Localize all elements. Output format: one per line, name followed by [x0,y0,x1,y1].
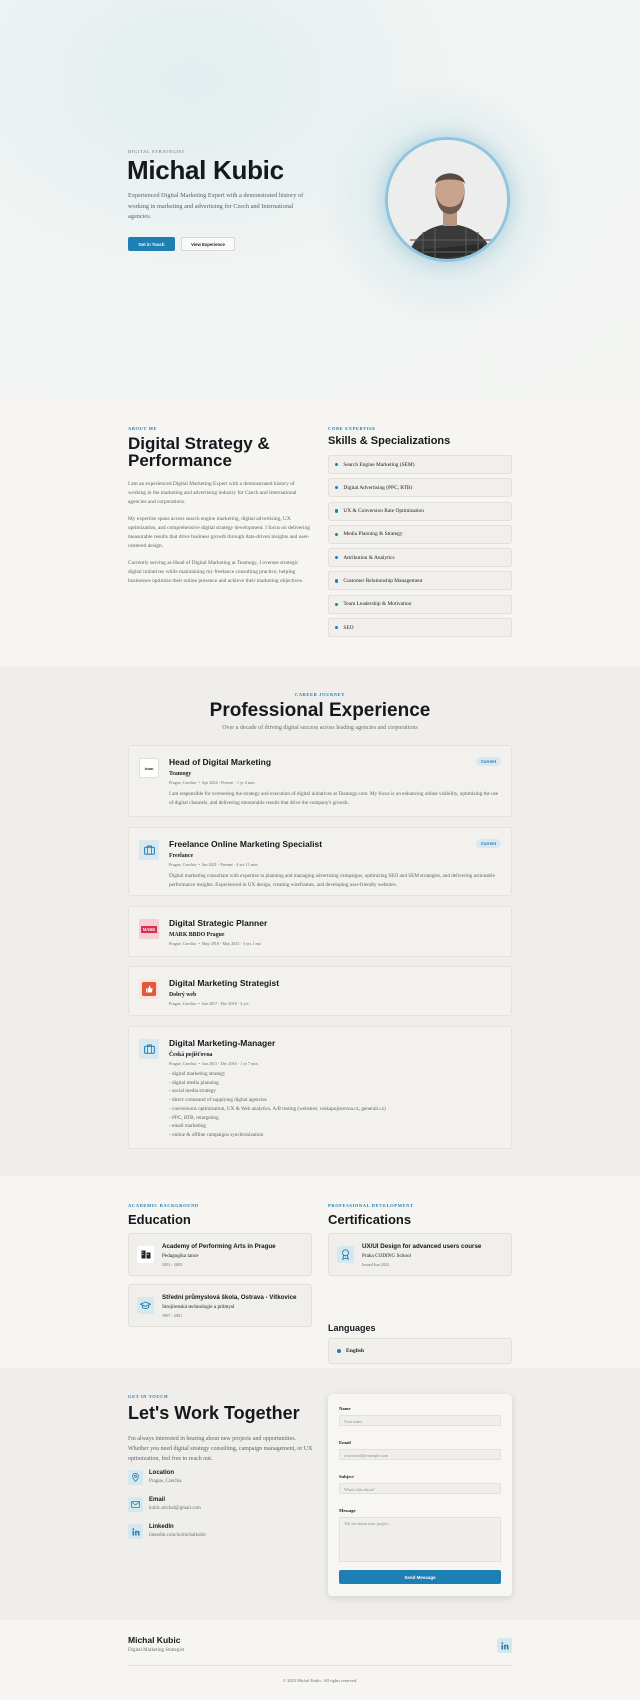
linkedin-icon [501,1642,509,1650]
graduation-cap-icon-svg [140,1301,151,1310]
footer-copyright: © 2025 Michal Kubic. All rights reserved. [282,1678,358,1683]
skill-item [328,502,512,521]
education-card [128,1284,312,1327]
about-paragraph: My expertise spans across search engine marketing, digital advertising, UX optimization, and comprehensive digital strategy development. I focus on delivering measurable results that drive business growth through data-driven insights and user-centered design. [128,516,310,549]
job-card [128,906,512,957]
experience-title: Professional Experience [209,700,431,721]
job-location: Prague, Czechia [169,1001,197,1006]
job-bullet: - digital media planning [169,1079,219,1086]
job-bullet: - direct command of supplying digital agencies [169,1097,267,1104]
contact-value[interactable]: linkedin.com/in/michalkubic [149,1533,207,1538]
experience-subtitle: Over a decade of driving digital success across leading agencies and corporations [222,725,418,731]
bullet-dot-icon [335,486,338,489]
school-years: 1997 - 2001 [162,1312,183,1318]
hero-name: Michal Kubic [127,155,284,185]
languages-title: Languages [328,1323,376,1333]
job-title: Digital Marketing Strategist [169,978,280,988]
footer [0,1620,640,1700]
job-bullet: - digital marketing strategy [169,1071,226,1077]
job-card [128,966,512,1016]
job-company: Dobrý web [169,992,197,998]
certifications-column [328,1203,512,1354]
certifications-title: Certifications [328,1212,412,1227]
job-company: Teamogy [169,771,192,777]
language-item [337,1348,364,1354]
logo-text: MARK [142,926,156,932]
skill-label: Media Planning & Strategy [343,531,403,538]
skill-item [328,548,512,567]
school-name: Střední průmyslová škola, Ostrava - Vítkovice [162,1294,297,1301]
current-badge: Current [476,757,501,766]
award-icon-svg [341,1249,350,1260]
footer-name: Michal Kubic [128,1635,181,1645]
briefcase-icon-svg [144,1044,155,1054]
job-title: Freelance Online Marketing Specialist [169,839,323,849]
bullet-dot-icon [335,509,338,512]
dobry-web-logo-mark [142,982,156,996]
skill-label: Digital Advertising (PPC, RTB) [343,484,413,491]
skill-item [328,478,512,497]
job-bullet: - online & offline campaigns synchronization [169,1131,264,1138]
job-meta: Prague, Czechia • May 2018 - May 2021 · 3 yrs 1 mo [169,941,261,946]
dobry-web-logo [139,979,159,999]
thumbs-up-icon [145,985,153,993]
job-dates: Jun 2017 - Dec 2018 · 2 yrs [201,1001,249,1006]
award-icon [337,1246,354,1263]
linkedin-icon-svg [132,1528,140,1536]
skill-item [328,455,512,474]
contact-section [0,1368,640,1620]
footer-linkedin-icon[interactable] [497,1638,512,1653]
footer-divider [128,1665,512,1666]
message-label: Message [339,1508,356,1513]
bullet-dot-icon [335,603,338,606]
job-dates: Jun 2013 - Dec 2016 · 1 yr 7 mos [201,1061,259,1066]
skill-label: Search Engine Marketing (SEM) [343,461,415,468]
skill-item [328,571,512,590]
bullet-dot-icon [335,579,338,582]
contact-label: LinkedIn [149,1524,174,1530]
skill-item [328,595,512,614]
contact-lead: I'm always interested in hearing about new projects and opportunities. Whether you need digital strategy consulting, campaign management, or UX optimization, feel free to reach out. [128,1436,313,1462]
skill-item [328,525,512,544]
job-location: Prague, Czechia [169,862,197,867]
contact-value: Prague, Czechia [149,1479,182,1484]
teamogy-logo [139,758,159,778]
certification-card [328,1233,512,1276]
job-bullet: - conversions optimization, UX & Web analytics, A/B testing (websites: ceskapojistovna.cz, generali.cz) [169,1105,386,1112]
job-card [128,827,512,896]
hero-intro: Experienced Digital Marketing Expert with a demonstrated history of working in marketing and advertising for Czech and International agencies. [128,192,304,220]
job-dates: May 2018 - May 2021 · 3 yrs 1 mo [201,941,261,946]
experience-section [0,666,640,1176]
email-input[interactable]: your.email@example.com [339,1449,501,1460]
contact-label: Location [149,1470,174,1476]
job-location: Prague, Czechia [169,780,197,785]
about-paragraph: Currently serving as Head of Digital Marketing at Teamogy, I oversee strategic digital initiatives while maintaining my freelance consulting practice, helping businesses optimize their online presence and achieve their marketing objectives. [128,560,304,584]
mail-icon [128,1497,143,1512]
job-location: Prague, Czechia [169,1061,197,1066]
education-card [128,1233,312,1276]
certification-name: UX/UI Design for advanced users course [362,1243,482,1250]
job-card [128,1026,512,1149]
job-meta: Prague, Czechia • Jun 2013 - Dec 2016 · 1 yr 7 mos [169,1061,259,1066]
contact-label: Email [149,1497,166,1503]
job-bullets [169,1070,501,1140]
contact-linkedin[interactable] [128,1524,313,1545]
language-card [328,1338,512,1364]
skill-label: Customer Relationship Management [343,577,423,584]
graduation-cap-icon [137,1297,154,1314]
job-company: Česká pojišťovna [169,1052,213,1058]
location-pin-icon-svg [132,1473,139,1482]
job-description: Digital marketing consultant with expertise in planning and managing advertising campaigns, optimizing SEO and SEM strategies, and delivering actionable performance insights. Experienced in UX design, creating wireframes, and developing user-friendly websites. [169,873,495,888]
about-title: Digital Strategy & Performance [128,434,270,470]
job-meta: Prague, Czechia • Jun 2017 - Dec 2018 · 2 yrs [169,1001,249,1006]
job-meta: Prague, Czechia • Jan 2021 - Present · 4 yrs 11 mos [169,862,258,867]
bullet-dot-icon [335,533,338,536]
language-label: English [346,1348,365,1354]
education-title: Education [128,1212,191,1227]
certifications-eyebrow: PROFESSIONAL DEVELOPMENT [328,1203,414,1208]
building-icon [137,1246,154,1263]
get-in-touch-button[interactable]: Get in Touch [128,237,175,251]
job-title: Head of Digital Marketing [169,757,272,767]
hero-role: DIGITAL STRATEGIST [128,149,186,154]
contact-location [128,1470,313,1491]
skill-label: SEO [343,624,354,631]
school-field: Strojírenská technologie a průmysl [162,1304,235,1310]
education-column [128,1203,312,1318]
bullet-dot-icon [335,626,338,629]
job-company: MARK BBDO Prague [169,932,225,938]
contact-title: Let's Work Together [128,1403,300,1423]
mail-icon-svg [131,1501,140,1508]
about-section [0,400,640,666]
school-field: Pedagogika tance [162,1253,199,1259]
job-bullet: - PPC, RTB, retargeting [169,1114,219,1121]
mark-bbdo-logo [139,919,159,939]
skills-eyebrow: CORE EXPERTISE [328,426,376,431]
contact-eyebrow: GET IN TOUCH [128,1394,169,1399]
skill-item [328,618,512,637]
briefcase-icon [139,1039,159,1059]
about-eyebrow: ABOUT ME [128,426,158,431]
contact-form [328,1394,512,1596]
education-section [0,1176,640,1368]
name-input[interactable]: Your name [339,1415,501,1426]
briefcase-icon [139,840,159,860]
profile-portrait [385,137,510,262]
skill-label: Attribution & Analytics [343,554,395,561]
subject-input[interactable]: What's this about? [339,1483,501,1494]
job-meta: Prague, Czechia • Apr 2024 - Present · 1 yr 4 mos [169,780,255,785]
bullet-dot-icon [337,1349,341,1353]
job-location: Prague, Czechia [169,941,197,946]
school-years: 2001 - 2003 [162,1261,183,1267]
job-description: I am responsible for overseeing the strategy and execution of digital initiatives at Teamogy.com. My focus is on enhancing online visibility, optimizing the use of digital channels, and delivering measurable results that drive the company's growth. [169,791,499,806]
portrait-illustration [388,140,510,262]
job-dates: Apr 2024 - Present · 1 yr 4 mos [201,780,255,785]
logo-text: team [144,765,154,771]
education-eyebrow: ACADEMIC BACKGROUND [128,1203,199,1208]
bullet-dot-icon [335,556,338,559]
building-icon-svg [141,1250,151,1259]
job-title: Digital Strategic Planner [169,918,268,928]
subject-label: Subject [339,1474,354,1479]
certification-issued: Issued Jun 2023 [362,1261,389,1267]
job-bullet: - social media strategy [169,1088,216,1095]
briefcase-icon-svg [144,845,155,855]
job-company: Freelance [169,853,194,859]
job-bullet: - email marketing [169,1123,206,1130]
current-badge: Current [476,839,501,848]
contact-value[interactable]: kubic.michal@gmail.com [149,1506,201,1511]
message-textarea[interactable]: Tell me about your project... [339,1517,501,1562]
linkedin-icon [128,1524,143,1539]
location-pin-icon [128,1470,143,1485]
contact-email[interactable] [128,1497,313,1518]
bullet-dot-icon [335,463,338,466]
skill-label: UX & Conversion Rate Optimization [343,508,424,515]
job-card [128,745,512,817]
name-label: Name [339,1406,351,1411]
skills-list [328,455,512,637]
skill-label: Team Leadership & Motivation [343,601,412,608]
job-title: Digital Marketing-Manager [169,1038,276,1048]
school-name: Academy of Performing Arts in Prague [162,1243,276,1250]
about-paragraph: I am an experienced Digital Marketing Expert with a demonstrated history of working in the marketing and advertising industry for Czech and International agencies and corporations. [128,481,297,505]
experience-eyebrow: CAREER JOURNEY [294,692,346,697]
hero-section [0,0,640,400]
certification-issuer: Praha CODING School [362,1253,411,1259]
job-dates: Jan 2021 - Present · 4 yrs 11 mos [201,862,258,867]
skills-title: Skills & Specializations [328,435,451,447]
send-message-button[interactable]: Send Message [339,1570,501,1584]
view-experience-button[interactable]: View Experience [181,237,235,251]
footer-role: Digital Marketing Strategist [128,1648,185,1653]
email-label: Email [339,1440,351,1445]
